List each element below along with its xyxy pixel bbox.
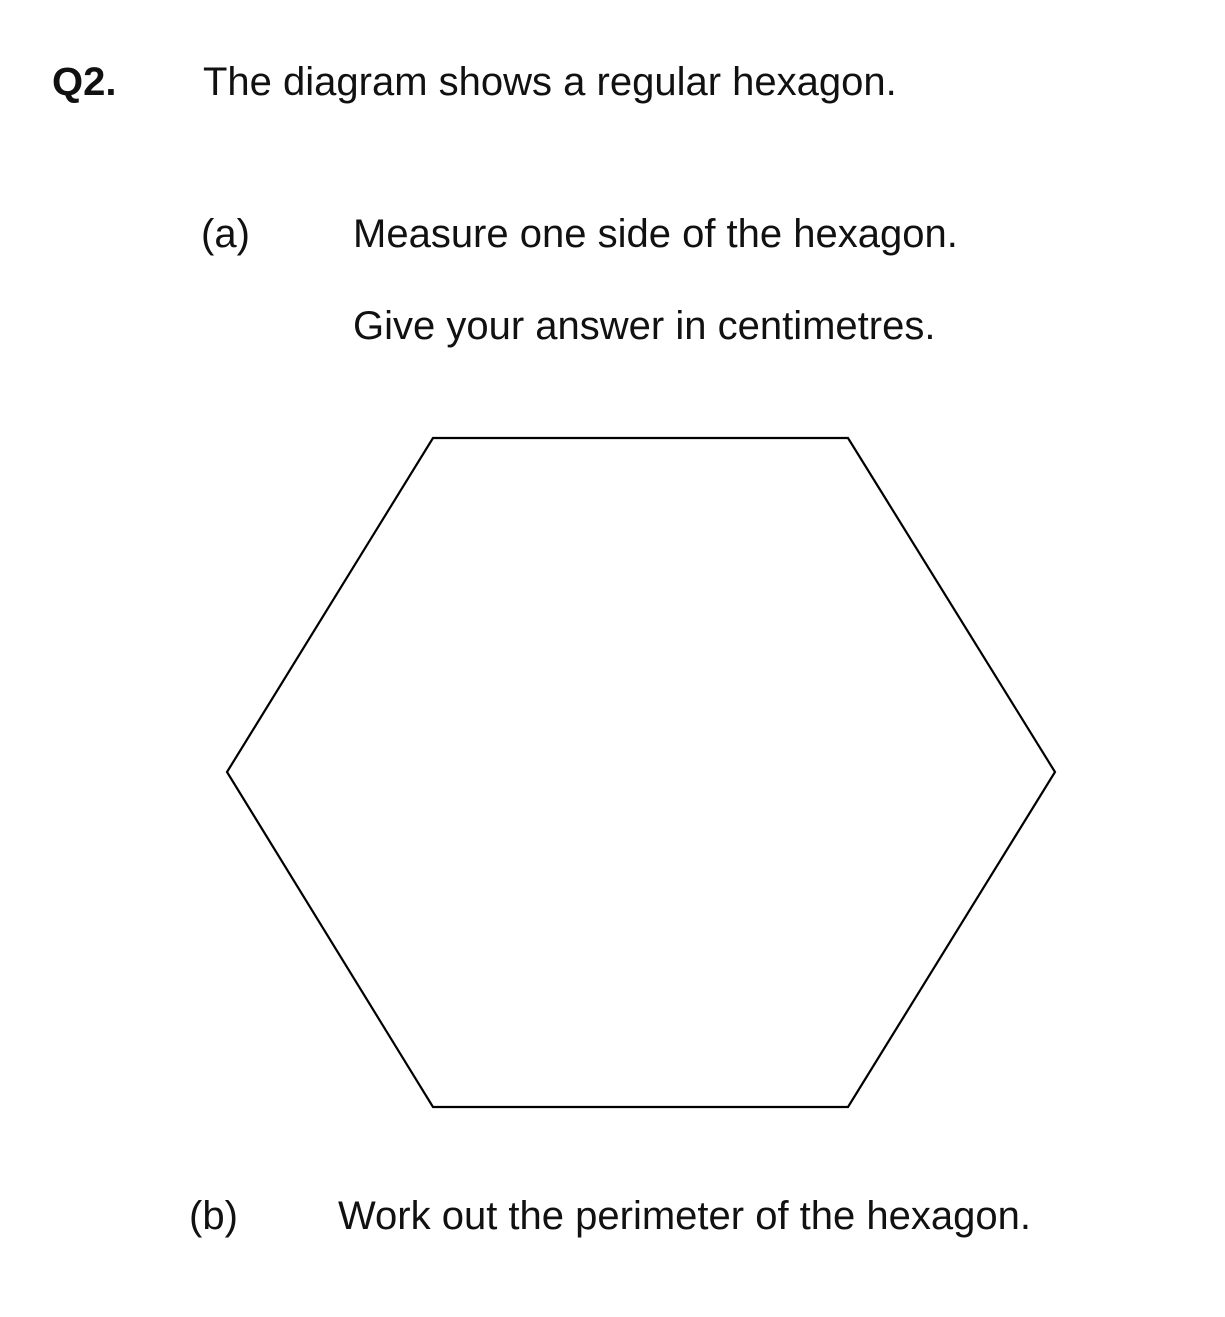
part-a-label: (a)	[201, 212, 250, 256]
part-b-instruction: Work out the perimeter of the hexagon.	[338, 1194, 1031, 1238]
part-a-units-note: Give your answer in centimetres.	[353, 304, 936, 348]
part-a-instruction: Measure one side of the hexagon.	[353, 212, 958, 256]
hexagon-shape	[227, 438, 1055, 1107]
part-b-label: (b)	[189, 1194, 238, 1238]
question-stem: The diagram shows a regular hexagon.	[203, 60, 897, 104]
question-number: Q2.	[52, 60, 117, 104]
